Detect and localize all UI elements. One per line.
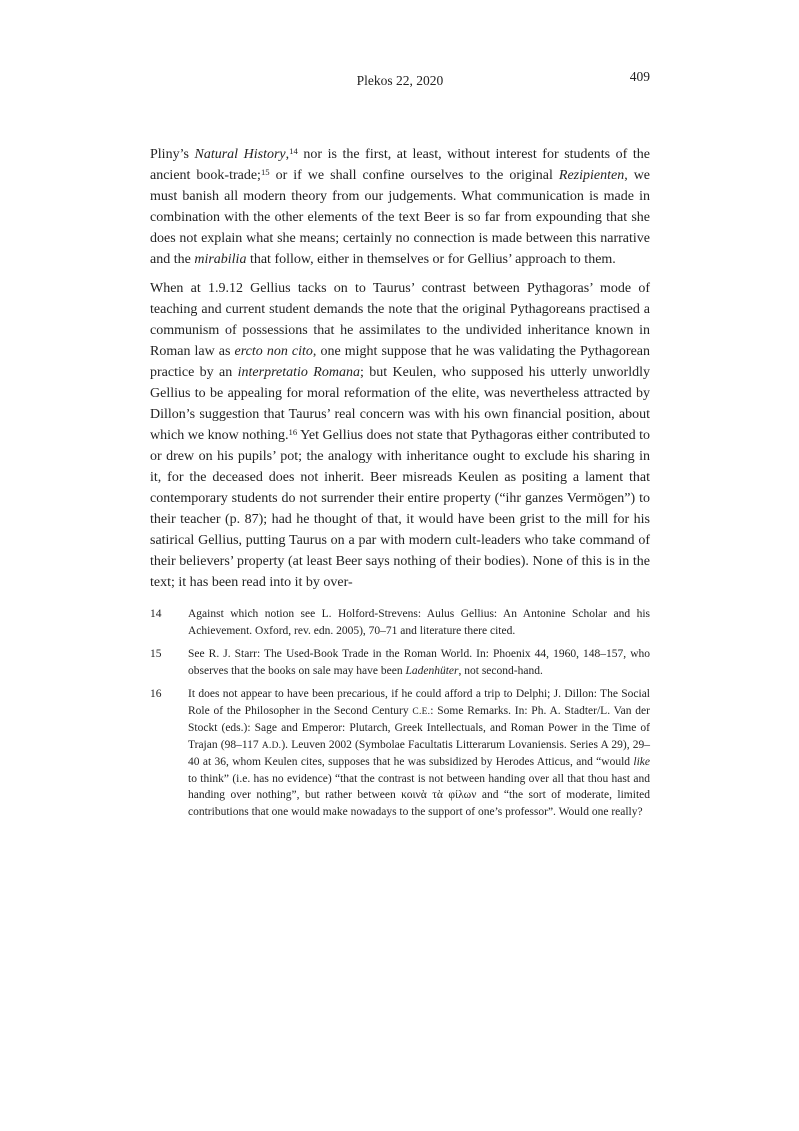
footnote-text: Against which notion see L. Holford-Strevens: Aulus Gellius: An Antonine Scholar and his Achievement. Oxford, rev. edn. 2005), 70–71 and literature there cited. bbox=[188, 608, 650, 637]
running-header bbox=[150, 69, 650, 89]
body-paragraph: Pliny’s Natural History,$^{14}$ nor is the first, at least, without interest for students of the ancient book-trade;$^{15}$ or if we shall confine ourselves to the original Rezipienten, we must banish all modern theory from our judgements. What communication is made in combination with the other elements of the text Beer is so far from expounding that she does not explain what she means; certainly no connection is made between this narrative and the mirabilia that follow, either in themselves or for Gellius’ approach to them. bbox=[150, 145, 651, 267]
footnote-item bbox=[150, 606, 650, 639]
body-paragraph: When at 1.9.12 Gellius tacks on to Taurus’ contrast between Pythagoras’ mode of teaching and current student demands the note that the original Pythagoreans practised a communism of possessions that he assimilates to the undivided inheritance known in Roman law as ercto non cito, one might suppose that he was validating the Pythagorean practice by an interpretatio Romana; but Keulen, who supposed his utterly unworldly Gellius to be appealing for moral reformation of the elite, was nevertheless attracted by Dillon’s suggestion that Taurus’ real concern was with his own financial position, about which we know nothing.$^{16}$ Yet Gellius does not state that Pythagoras either contributed to or drew on his pupils’ pot; the analogy with inheritance ought to exclude his sharing in it, for the deceased does not inherit. Beer misreads Keulen as positing a lament that contemporary students do not surrender their entire property (“ihr ganzes Vermögen”) to their teacher (p. 87); had he thought of that, it would have been grist to the mill for his satirical Gellius, putting Taurus on a par with modern cult-leaders who take command of their believers’ property (at least Beer says nothing of their bodies). None of this is in the text; it has been read into it by over- bbox=[150, 281, 650, 590]
footnote-number: 16 bbox=[150, 688, 162, 700]
footnote-text: It does not appear to have been precarious, if he could afford a trip to Delphi; J. Dillon: The Social Role of the Philosopher in the Second Century C.E.: Some Remarks. In: Ph. A. Stadter/L. Van der Stockt (eds.): Sage and Emperor: Plutarch, Greek Intellectuals, and Roman Power in the Time of Trajan (98–117 A.D.). Leuven 2002 (Symbolae Facultatis Litterarum Lovaniensis. Series A 29), 29–40 at 36, whom Keulen cites, supposes that he was subsidized by Herodes Atticus, and “would like to think” (i.e. has no evidence) “that the contrast is not between handing over all that thou hast and handing over nothing”, but rather between κοινὰ τὰ φίλων and “the sort of moderate, limited contributions that one would make nowadays to the support of one’s professor”. Would one really? bbox=[188, 688, 650, 818]
footnote-number: 14 bbox=[150, 608, 162, 620]
page-number: 409 bbox=[629, 69, 650, 84]
text-column bbox=[150, 0, 650, 820]
journal-title: Plekos 22, 2020 bbox=[356, 73, 444, 88]
footnote-number: 15 bbox=[150, 648, 162, 660]
footnote-text: See R. J. Starr: The Used-Book Trade in the Roman World. In: Phoenix 44, 1960, 148–157, who observes that the books on sale may have been Ladenhüter, not second-hand. bbox=[188, 648, 650, 677]
footnote-item bbox=[150, 646, 650, 679]
footnotes-section bbox=[150, 606, 650, 820]
article-body bbox=[150, 144, 650, 593]
footnote-item bbox=[150, 686, 650, 820]
